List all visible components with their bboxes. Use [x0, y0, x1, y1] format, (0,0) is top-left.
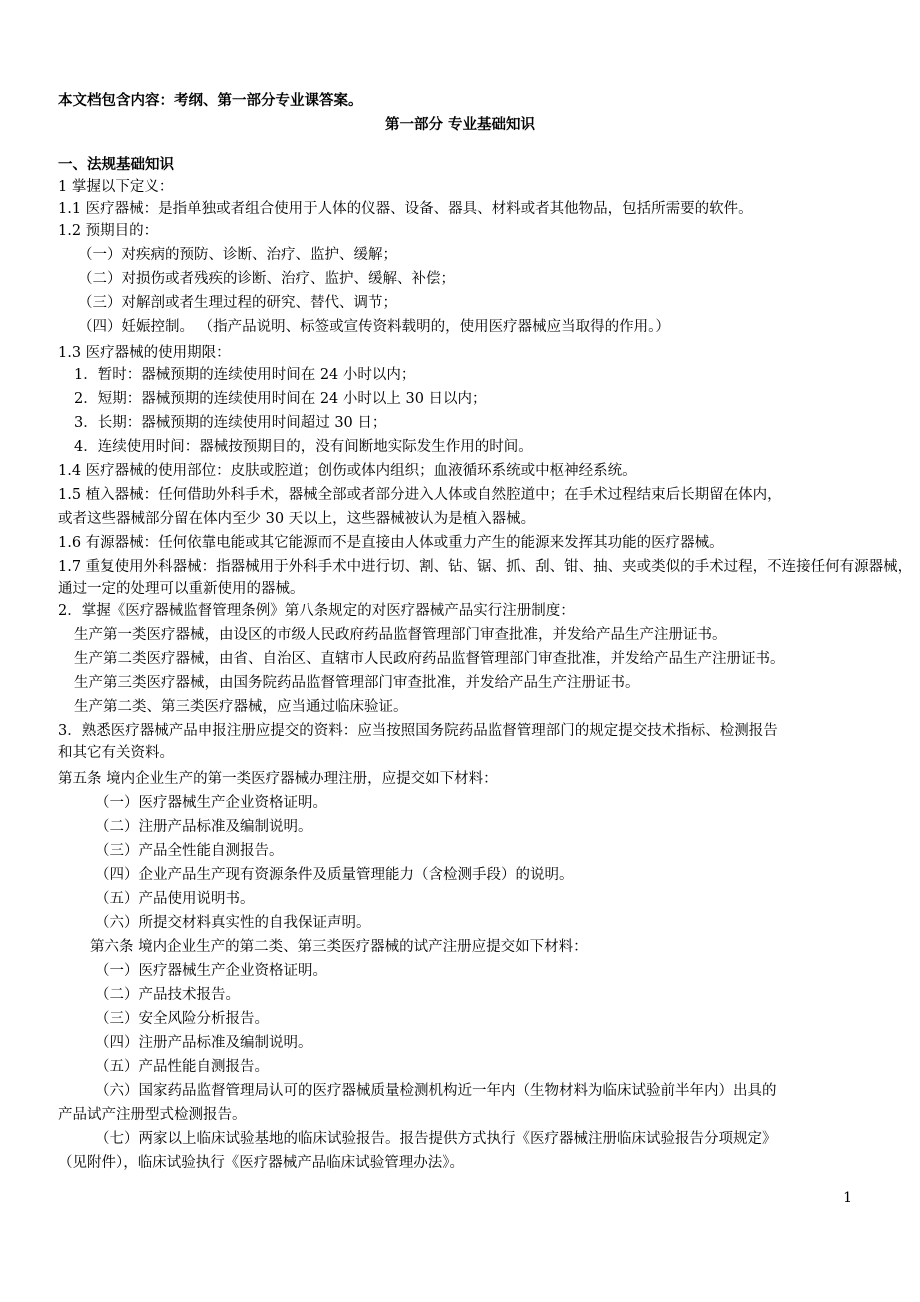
text-line: （三）对解剖或者生理过程的研究、替代、调节；: [78, 295, 397, 311]
text-line: （七）两家以上临床试验基地的临床试验报告。报告提供方式执行《医疗器械注册临床试验报告分项规定》: [95, 1131, 777, 1147]
text-line: 2．掌握《医疗器械监督管理条例》第八条规定的对医疗器械产品实行注册制度：: [58, 603, 575, 619]
text-line: 1．暂时：器械预期的连续使用时间在 24 小时以内；: [74, 367, 416, 383]
text-line: （四）注册产品标准及编制说明。: [95, 1035, 313, 1051]
text-line: （二）注册产品标准及编制说明。: [95, 819, 313, 835]
text-line: （见附件），临床试验执行《医疗器械产品临床试验管理办法》。: [58, 1155, 464, 1171]
text-line: 通过一定的处理可以重新使用的器械。: [58, 581, 305, 597]
text-line: （四）企业产品生产现有资源条件及质量管理能力（含检测手段）的说明。: [95, 867, 574, 883]
text-line: 1 掌握以下定义：: [58, 179, 174, 195]
text-line: （一）对疾病的预防、诊断、治疗、监护、缓解；: [78, 247, 397, 263]
text-line: 生产第三类医疗器械，由国务院药品监督管理部门审查批准，并发给产品生产注册证书。: [74, 675, 640, 691]
text-line: 4．连续使用时间：器械按预期目的，没有间断地实际发生作用的时间。: [74, 439, 533, 455]
part-title: 第一部分 专业基础知识: [384, 117, 536, 133]
text-line: （五）产品使用说明书。: [95, 891, 255, 907]
intro-line: 本文档包含内容：考纲、第一部分专业课答案。: [58, 93, 363, 109]
text-line: 第五条 境内企业生产的第一类医疗器械办理注册，应提交如下材料：: [58, 771, 498, 787]
text-line: 3．长期：器械预期的连续使用时间超过 30 日；: [74, 415, 387, 431]
text-line: 产品试产注册型式检测报告。: [58, 1107, 247, 1123]
text-line: （三）产品全性能自测报告。: [95, 843, 284, 859]
text-line: 1.3 医疗器械的使用期限：: [58, 345, 231, 361]
text-line: 1.6 有源器械：任何依靠电能或其它能源而不是直接由人体或重力产生的能源来发挥其功能的医疗器械。: [58, 535, 724, 551]
text-line: 或者这些器械部分留在体内至少 30 天以上，这些器械被认为是植入器械。: [58, 511, 536, 527]
text-line: 1.7 重复使用外科器械：指器械用于外科手术中进行切、割、钻、锯、抓、刮、钳、抽、夹或类似的手术过程，不连接任何有源器械，: [58, 559, 913, 575]
text-line: 生产第一类医疗器械，由设区的市级人民政府药品监督管理部门审查批准，并发给产品生产注册证书。: [74, 627, 727, 643]
page-number: 1: [843, 1190, 852, 1206]
text-line: （六）所提交材料真实性的自我保证声明。: [95, 915, 371, 931]
text-line: （六）国家药品监督管理局认可的医疗器械质量检测机构近一年内（生物材料为临床试验前半年内）出具的: [95, 1083, 777, 1099]
text-line: （二）对损伤或者残疾的诊断、治疗、监护、缓解、补偿；: [78, 271, 455, 287]
text-line: 1.2 预期目的：: [58, 223, 159, 239]
text-line: （五）产品性能自测报告。: [95, 1059, 269, 1075]
text-line: 第六条 境内企业生产的第二类、第三类医疗器械的试产注册应提交如下材料：: [90, 939, 588, 955]
text-line: 1.4 医疗器械的使用部位：皮肤或腔道；创伤或体内组织；血液循环系统或中枢神经系统。: [58, 463, 637, 479]
text-line: 2．短期：器械预期的连续使用时间在 24 小时以上 30 日以内；: [74, 391, 487, 407]
text-line: （四）妊娠控制。 （指产品说明、标签或宣传资料载明的，使用医疗器械应当取得的作用。）: [78, 319, 670, 335]
text-line: 生产第二类、第三类医疗器械，应当通过临床验证。: [74, 699, 408, 715]
section-title: 一、法规基础知识: [58, 157, 174, 173]
text-line: （二）产品技术报告。: [95, 987, 240, 1003]
text-line: （三）安全风险分析报告。: [95, 1011, 269, 1027]
text-line: 和其它有关资料。: [58, 745, 174, 761]
text-line: 3．熟悉医疗器械产品申报注册应提交的资料：应当按照国务院药品监督管理部门的规定提交技术指标、检测报告: [58, 723, 778, 739]
text-line: （一）医疗器械生产企业资格证明。: [95, 963, 327, 979]
text-line: 1.1 医疗器械：是指单独或者组合使用于人体的仪器、设备、器具、材料或者其他物品，包括所需要的软件。: [58, 201, 753, 217]
text-line: （一）医疗器械生产企业资格证明。: [95, 795, 327, 811]
text-line: 生产第二类医疗器械，由省、自治区、直辖市人民政府药品监督管理部门审查批准，并发给产品生产注册证书。: [74, 651, 785, 667]
text-line: 1.5 植入器械：任何借助外科手术，器械全部或者部分进入人体或自然腔道中；在手术过程结束后长期留在体内，: [58, 487, 782, 503]
